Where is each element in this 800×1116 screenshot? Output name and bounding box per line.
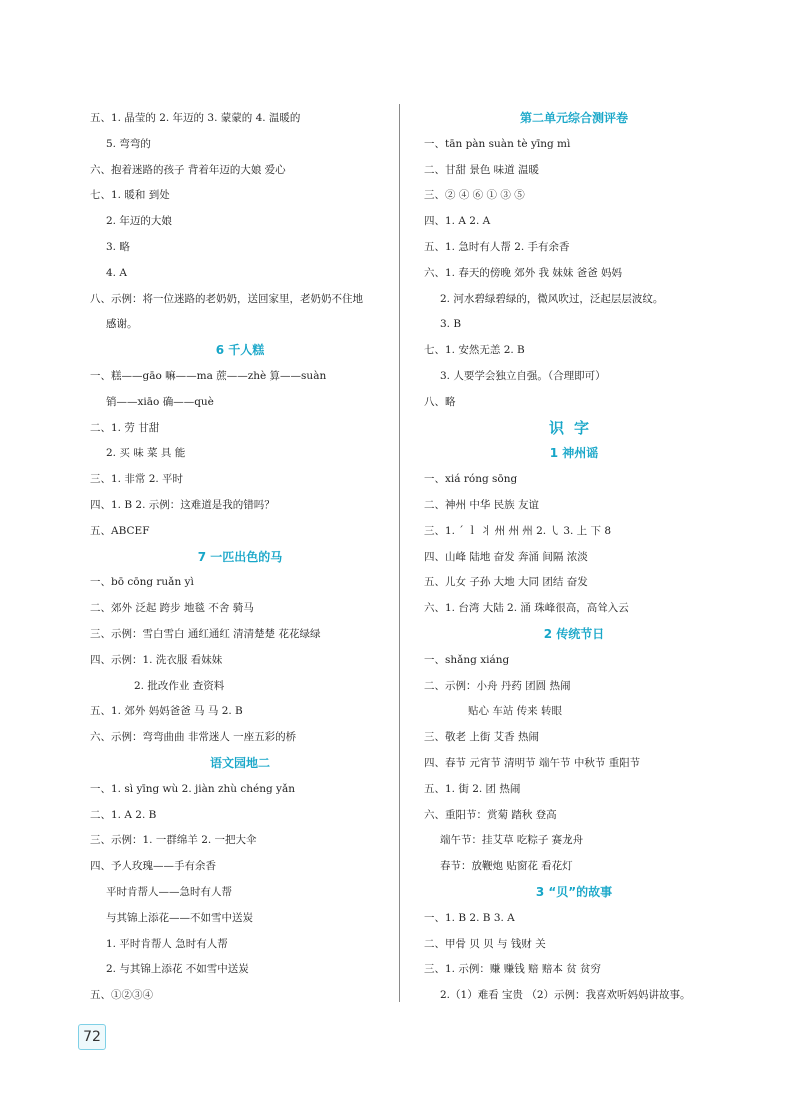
answer-line: 3. 人要学会独立自强。（合理即可）	[440, 369, 606, 382]
answer-line: 2.（1）难看 宝贵 （2）示例：我喜欢听妈妈讲故事。	[440, 989, 691, 1002]
answer-line: 六、抱着迷路的孩子 背着年迈的大娘 爱心	[90, 163, 286, 176]
answer-line: 六、1. 春天的傍晚 郊外 我 妹妹 爸爸 妈妈	[424, 266, 623, 279]
answer-line: 二、1. A 2. B	[90, 808, 157, 821]
answer-line: 一、xiá róng sōng	[424, 473, 518, 486]
answer-line: 七、1. 安然无恙 2. B	[424, 344, 525, 357]
answer-line: 一、1. B 2. B 3. A	[424, 911, 515, 924]
answer-line: 与其锦上添花——不如雪中送炭	[106, 911, 253, 924]
answer-line: 四、予人玫瑰——手有余香	[90, 860, 216, 873]
answer-line: 五、1. 晶莹的 2. 年迈的 3. 蒙蒙的 4. 温暖的	[90, 112, 301, 124]
answer-line: 五、1. 街 2. 团 热闹	[424, 782, 521, 795]
answer-line: 一、tān pàn suàn tè yīng mì	[424, 137, 571, 150]
answer-line: 五、①②③④	[90, 989, 153, 1002]
answer-line: 1. 平时肯帮人 急时有人帮	[106, 937, 228, 950]
answer-line: 二、示例：小舟 丹药 团圆 热闹	[424, 679, 571, 692]
answer-line: 五、ABCEF	[90, 524, 150, 537]
answer-line: 六、重阳节：赏菊 踏秋 登高	[424, 808, 557, 821]
answer-line: 一、shǎng xiáng	[424, 653, 510, 666]
answer-line: 二、甲骨 贝 贝 与 钱财 关	[424, 937, 546, 950]
answer-line: 五、1. 急时有人帮 2. 手有余香	[424, 240, 570, 253]
answer-line: 二、甘甜 景色 味道 温暖	[424, 163, 540, 176]
answer-line: 一、1. sì yīng wù 2. jiàn zhù chéng yǎn	[90, 782, 295, 795]
section-title: 2 传统节日	[543, 626, 605, 641]
answer-line: 端午节：挂艾草 吃粽子 赛龙舟	[440, 834, 584, 847]
answer-line: 八、略	[424, 395, 456, 408]
answer-line: 六、1. 台湾 大陆 2. 涌 珠峰很高，高耸入云	[424, 602, 629, 615]
answer-line: 一、糕——gāo 嘛——ma 蔗——zhè 算——suàn	[90, 369, 327, 382]
answer-line: 贴心 车站 传来 转眼	[468, 705, 563, 718]
answer-line: 三、1. 非常 2. 平时	[90, 473, 184, 486]
answer-line: 四、示例：1. 洗衣服 看妹妹	[90, 653, 223, 666]
answer-line: 销——xiāo 确——què	[106, 395, 214, 408]
section-title: 语文园地二	[209, 755, 270, 770]
right-answer-column	[424, 106, 724, 1009]
section-title: 1 神州谣	[549, 446, 599, 461]
answer-line: 三、示例：雪白雪白 通红通红 清清楚楚 花花绿绿	[90, 627, 321, 640]
answer-line: 六、示例：弯弯曲曲 非常迷人 一座五彩的桥	[90, 731, 297, 744]
answer-line: 2. 河水碧绿碧绿的，微风吹过，泛起层层波纹。	[440, 292, 664, 305]
section-title: 6 千人糕	[215, 343, 265, 358]
answer-line: 四、1. B 2. 示例：这难道是我的错吗？	[90, 498, 275, 511]
answer-line: 四、1. A 2. A	[424, 215, 491, 228]
answer-line: 八、示例：将一位迷路的老奶奶，送回家里，老奶奶不住地	[90, 292, 363, 305]
answer-line: 三、示例：1. 一群绵羊 2. 一把大伞	[90, 834, 257, 847]
answer-line: 五、1. 郊外 妈妈爸爸 马 马 2. B	[90, 705, 243, 718]
answer-line: 2. 年迈的大娘	[106, 215, 172, 228]
answer-line: 感谢。	[106, 318, 138, 331]
answer-line: 二、神州 中华 民族 友谊	[424, 498, 540, 511]
section-title: 第二单元综合测评卷	[519, 111, 628, 125]
answer-line: 三、敬老 上街 艾香 热闹	[424, 731, 540, 744]
answer-line: 3. 略	[106, 240, 130, 253]
section-title: 3 “贝”的故事	[535, 884, 613, 899]
answer-line: 4. A	[106, 266, 127, 279]
left-answer-column	[90, 106, 390, 1009]
answer-line: 三、1. 示例：赚 赚钱 赔 赔本 贫 贫穷	[424, 963, 602, 976]
answer-line: 四、山峰 陆地 奋发 奔涌 间隔 浓淡	[424, 550, 588, 563]
answer-line: 2. 与其锦上添花 不如雪中送炭	[106, 963, 249, 976]
answer-line: 2. 买 味 菜 具 能	[106, 447, 186, 460]
answer-line: 三、② ④ ⑥ ① ③ ⑤	[424, 189, 525, 202]
page-number: 72	[78, 1024, 106, 1050]
answer-line: 七、1. 暖和 到处	[90, 189, 170, 202]
answer-line: 五、儿女 子孙 大地 大同 团结 奋发	[424, 576, 588, 589]
section-title: 识字	[548, 418, 599, 437]
answer-line: 一、bō cōng ruǎn yì	[90, 576, 194, 589]
answer-line: 3. B	[440, 318, 462, 331]
answer-line: 二、郊外 泛起 跨步 地毯 不舍 骑马	[90, 602, 254, 615]
answer-line: 二、1. 劳 甘甜	[90, 421, 160, 434]
answer-line: 2. 批改作业 查资料	[134, 679, 225, 692]
column-divider	[399, 104, 400, 1002]
answer-line: 四、春节 元宵节 清明节 端午节 中秋节 重阳节	[424, 756, 641, 769]
answer-line: 5. 弯弯的	[106, 137, 151, 150]
section-title: 7 一匹出色的马	[197, 549, 283, 564]
answer-line: 春节：放鞭炮 贴窗花 看花灯	[440, 860, 573, 873]
answer-line: 平时肯帮人——急时有人帮	[106, 885, 232, 898]
answer-line: 三、1. ˊ ｌ 丬 州 州 州 2. ㇂ 3. 上 下 8	[424, 524, 612, 537]
